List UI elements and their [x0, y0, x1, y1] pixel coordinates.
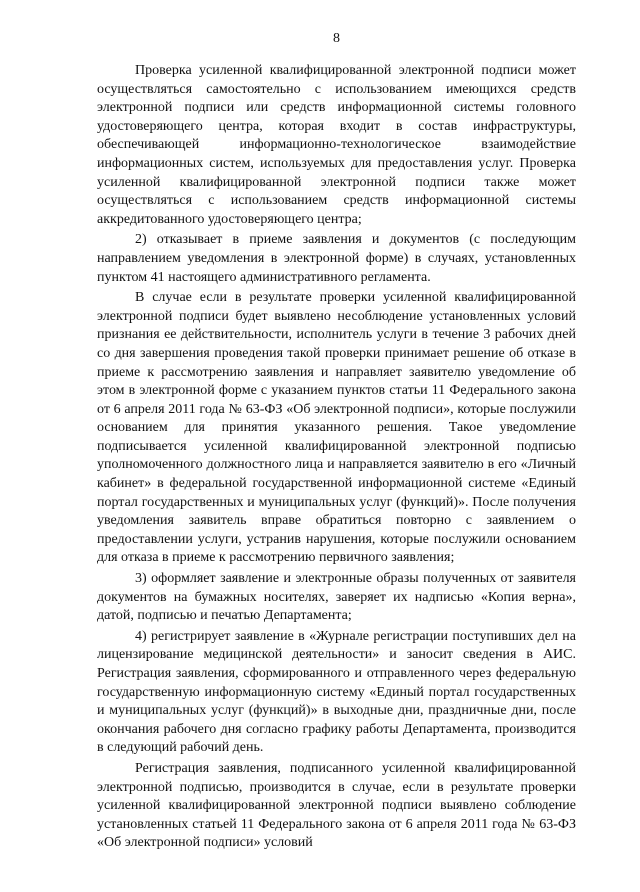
- paragraph-signature-verification: Проверка усиленной квалифицированной электронной подписи может осуществляться самостоятельно с использованием имеющихся средств электронной подписи или средств информационной системы головного удостоверяющего центра, которая входит в состав инфраструктуры, обеспечивающей информационно-технологическое взаимодействие информационных систем, используемых для предоставления услуг. Проверка усиленной квалифицированной электронной подписи также может осуществляться с использованием средств информационной системы аккредитованного удостоверяющего центра;: [97, 63, 576, 227]
- paragraph-invalid-signature: В случае если в результате проверки усиленной квалифицированной электронной подписи будет выявлено несоблюдение установленных условий признания ее действительности, исполнитель услуги в течение 3 рабочих дней со дня завершения проведения такой проверки принимает решение об отказе в приеме к рассмотрению заявления и направляет заявителю уведомление об этом в электронной форме с указанием пунктов статьи 11 Федерального закона от 6 апреля 2011 года № 63-ФЗ «Об электронной подписи», которые послужили основанием для принятия указанного решения. Такое уведомление подписывается усиленной квалифицированной электронной подписью уполномоченного должностного лица и направляется заявителю в его «Личный кабинет» в федеральной государственной информационной системе «Единый портал государственных и муниципальных услуг (функций)». После получения уведомления заявитель вправе обратиться повторно с заявлением о предоставлении услуги, устранив нарушения, которые послужили основанием для отказа в приеме к рассмотрению первичного заявления;: [97, 290, 576, 566]
- page-number: 8: [333, 31, 340, 46]
- paragraph-item-3-paper-copies: 3) оформляет заявление и электронные образы полученных от заявителя документов на бумажных носителях, заверяет их надписью «Копия верна», датой, подписью и печатью Департамента;: [97, 571, 576, 624]
- paragraph-refusal-item-2: 2) отказывает в приеме заявления и документов (с последующим направлением уведомления в электронной форме) в случаях, установленных пунктом 41 настоящего административного регламента.: [97, 232, 576, 285]
- paragraph-signed-registration: Регистрация заявления, подписанного усиленной квалифицированной электронной подписью, производится в случае, если в результате проверки усиленной квалифицированной электронной подписи выявлено соблюдение установленных статьей 11 Федерального закона от 6 апреля 2011 года № 63-ФЗ «Об электронной подписи» условий: [97, 760, 576, 851]
- paragraph-item-4-registration: 4) регистрирует заявление в «Журнале регистрации поступивших дел на лицензирование медицинской деятельности» и заносит сведения в АИС. Регистрация заявления, сформированного и отправленного через федеральную государственную информационную систему «Единый портал государственных и муниципальных услуг (функций)» в выходные дни, праздничные дни, после окончания рабочего дня согласно графику работы Департамента, производится в следующий рабочий день.: [97, 628, 576, 756]
